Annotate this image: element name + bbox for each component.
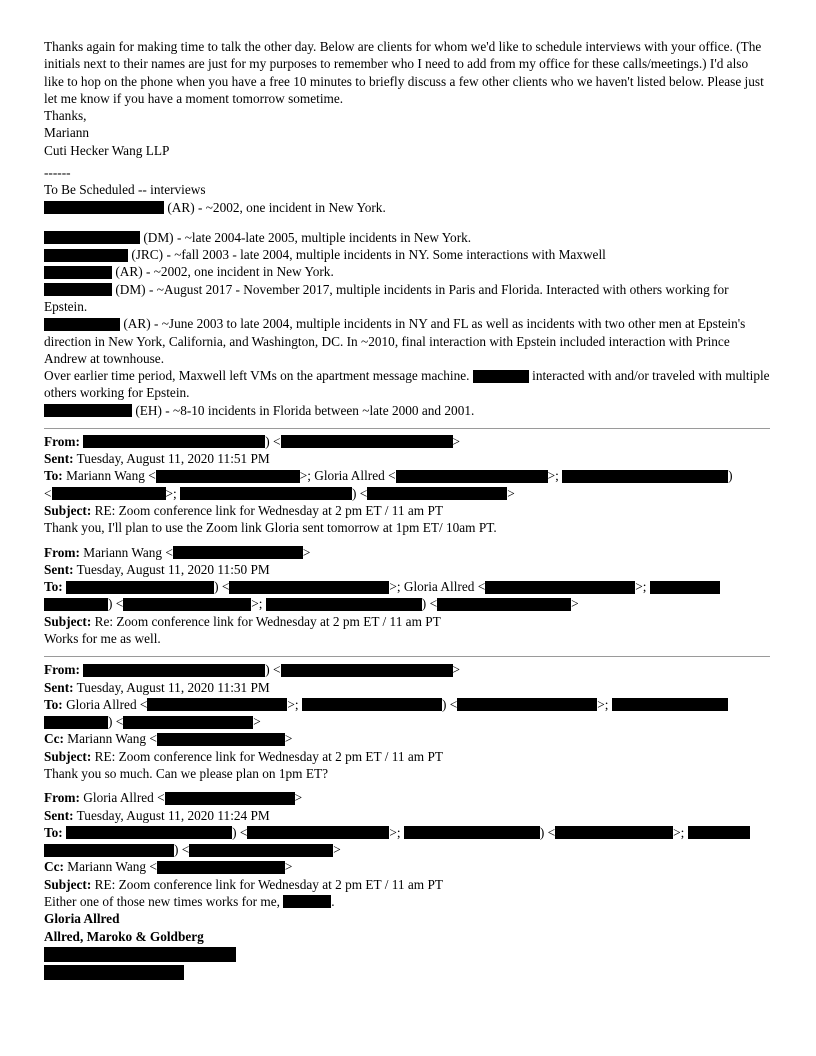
- message-from-line: From: ) < >: [44, 433, 461, 449]
- subject-label: Subject:: [44, 613, 92, 629]
- from-label: From:: [44, 544, 80, 560]
- message-from-line: From: Mariann Wang < >: [44, 544, 311, 560]
- message-cc-line: Cc: Mariann Wang < >: [44, 859, 293, 875]
- email-message: [44, 433, 770, 537]
- list-item: [44, 246, 770, 263]
- redaction-bar: [457, 698, 597, 711]
- message-divider: [44, 428, 770, 429]
- entry-initials: (EH): [135, 402, 162, 418]
- message-to-line: To: ) < >; ) < >;: [44, 824, 770, 841]
- message-sent-line: [44, 561, 770, 578]
- redaction-bar: [688, 826, 750, 839]
- redaction-bar: [229, 581, 389, 594]
- message-body: Thank you so much. Can we please plan on 1pm ET?: [44, 765, 328, 781]
- redaction-bar: [650, 581, 720, 594]
- entry-text: - ~2002, one incident in New York.: [145, 264, 334, 280]
- redaction-bar: [147, 698, 287, 711]
- message-sent-line: [44, 679, 770, 696]
- to-value: Mariann Wang <: [66, 468, 156, 484]
- message-to-line-continued: ) < >; ) < >: [44, 595, 770, 612]
- redaction-bar: [123, 716, 253, 729]
- cc-value: Mariann Wang <: [67, 859, 157, 875]
- sent-label: Sent:: [44, 679, 74, 695]
- redaction-bar: [266, 598, 422, 611]
- to-value-2: >; Gloria Allred <: [299, 468, 396, 484]
- entry-text: - ~August 2017 - November 2017, multiple incidents in Paris and Florida. Interacted with others working for Epstein.: [44, 281, 729, 314]
- redaction-bar: [157, 861, 285, 874]
- from-label: From:: [44, 433, 80, 449]
- message-subject-line: [44, 748, 770, 765]
- redaction-bar: [283, 895, 331, 908]
- redaction-bar: [173, 546, 303, 559]
- from-label: From:: [44, 790, 80, 806]
- redaction-bar: [165, 792, 295, 805]
- redaction-bar: [44, 283, 112, 296]
- redaction-bar: [44, 266, 112, 279]
- from-value: Mariann Wang <: [83, 544, 173, 560]
- redaction-bar: [404, 826, 540, 839]
- sent-value: Tuesday, August 11, 2020 11:51 PM: [76, 451, 270, 467]
- list-item: [44, 281, 770, 316]
- redaction-bar: [44, 404, 132, 417]
- cc-label: Cc:: [44, 731, 64, 747]
- to-label: To:: [44, 696, 63, 712]
- redaction-bar: [247, 826, 389, 839]
- sent-label: Sent:: [44, 561, 74, 577]
- to-label: To:: [44, 824, 63, 840]
- redaction-bar: [83, 435, 265, 448]
- redaction-bar: [44, 947, 236, 962]
- section-title: To Be Scheduled -- interviews: [44, 182, 206, 198]
- redaction-bar: [156, 470, 300, 483]
- message-body: Thank you, I'll plan to use the Zoom link Gloria sent tomorrow at 1pm ET/ 10am PT.: [44, 520, 497, 536]
- entry-initials: (AR): [115, 264, 143, 280]
- cc-label: Cc:: [44, 859, 64, 875]
- entry-initials: (AR): [167, 199, 195, 215]
- list-item: [44, 367, 770, 402]
- redaction-bar: [157, 733, 285, 746]
- signature-firm: Allred, Maroko & Goldberg: [44, 928, 204, 944]
- redaction-bar: [44, 598, 108, 611]
- message-to-line: To: Gloria Allred < >; ) < >;: [44, 696, 770, 713]
- list-item: [44, 199, 770, 216]
- entry-initials: (AR): [123, 316, 151, 332]
- message-body-text: Either one of those new times works for me,: [44, 893, 280, 909]
- list-item: [44, 263, 770, 280]
- intro-paragraph: Thanks again for making time to talk the other day. Below are clients for whom we'd like to schedule interviews with your office. (The initials next to their names are just for my purposes to remember who I need to add from my office for these calls/meetings.) I'd also like to hop on the phone when you have a free 10 minutes to briefly discuss a few other clients who we haven't listed below. Please just let me know if you have a moment tomorrow sometime.: [44, 39, 764, 106]
- redaction-bar: [123, 598, 251, 611]
- subject-value: RE: Zoom conference link for Wednesday at 2 pm ET / 11 am PT: [94, 503, 443, 519]
- redaction-bar: [281, 664, 453, 677]
- list-item: [44, 402, 770, 419]
- subject-value: Re: Zoom conference link for Wednesday at 2 pm ET / 11 am PT: [94, 613, 441, 629]
- from-label: From:: [44, 662, 80, 678]
- redaction-bar: [612, 698, 728, 711]
- redaction-bar: [52, 487, 166, 500]
- list-item: [44, 229, 770, 246]
- redaction-bar: [189, 844, 333, 857]
- entry-text: - ~June 2003 to late 2004, multiple incidents in NY and FL as well as incidents with two other men at Epstein's direction in New York, California, and Washington, DC. In ~2010, final interaction with Epstein included interaction with Prince Andrew at townhouse.: [44, 316, 746, 366]
- entry-text: - ~late 2004-late 2005, multiple incidents in New York.: [176, 229, 472, 245]
- email-message: [44, 789, 770, 980]
- message-divider: [44, 656, 770, 657]
- entry-initials: (DM): [115, 281, 146, 297]
- redaction-bar: [44, 844, 174, 857]
- cc-value: Mariann Wang <: [67, 731, 157, 747]
- divider-dashes: ------: [44, 164, 71, 180]
- redaction-bar: [180, 487, 352, 500]
- redaction-bar: [473, 370, 529, 383]
- to-value-2: >; Gloria Allred <: [389, 579, 486, 595]
- to-label: To:: [44, 468, 63, 484]
- entry-text: Over earlier time period, Maxwell left VMs on the apartment message machine.: [44, 368, 470, 384]
- redaction-bar: [66, 826, 232, 839]
- email-message: [44, 661, 770, 782]
- sent-label: Sent:: [44, 451, 74, 467]
- entry-initials: (DM): [143, 229, 174, 245]
- redaction-bar: [66, 581, 214, 594]
- message-body: [44, 893, 770, 910]
- entry-text: - ~2002, one incident in New York.: [197, 199, 386, 215]
- sent-value: Tuesday, August 11, 2020 11:31 PM: [76, 679, 270, 695]
- subject-label: Subject:: [44, 503, 92, 519]
- message-to-line-continued: < >; ) < >: [44, 485, 515, 501]
- redaction-bar: [367, 487, 507, 500]
- from-value: Gloria Allred <: [83, 790, 165, 806]
- redaction-bar: [44, 231, 140, 244]
- message-from-line: From: Gloria Allred < >: [44, 790, 303, 806]
- entry-initials: (JRC): [131, 247, 164, 263]
- redaction-bar: [83, 664, 265, 677]
- subject-value: RE: Zoom conference link for Wednesday at 2 pm ET / 11 am PT: [94, 748, 443, 764]
- list-item: [44, 315, 770, 367]
- redaction-bar: [281, 435, 453, 448]
- redaction-bar: [44, 716, 108, 729]
- sent-label: Sent:: [44, 807, 74, 823]
- redaction-bar: [44, 318, 120, 331]
- subject-label: Subject:: [44, 876, 92, 892]
- signer-name: Mariann: [44, 125, 90, 141]
- redaction-bar: [555, 826, 673, 839]
- redaction-bar: [44, 965, 184, 980]
- redaction-bar: [396, 470, 548, 483]
- message-to-line: To: ) < >; Gloria Allred < >;: [44, 578, 770, 595]
- message-to-line-continued: ) < >: [44, 841, 770, 858]
- message-body-end: .: [331, 893, 335, 909]
- email-message: [44, 544, 770, 648]
- message-from-line: From: ) < >: [44, 662, 461, 678]
- redaction-bar: [562, 470, 728, 483]
- subject-label: Subject:: [44, 748, 92, 764]
- redaction-bar: [485, 581, 635, 594]
- entry-text-continued: interacted with and/or traveled with multiple others working for Epstein.: [44, 368, 770, 401]
- redaction-bar: [302, 698, 442, 711]
- message-body: Works for me as well.: [44, 631, 161, 646]
- entry-text: - ~fall 2003 - late 2004, multiple incidents in NY. Some interactions with Maxwell: [166, 247, 606, 263]
- message-subject-line: [44, 876, 770, 893]
- sent-value: Tuesday, August 11, 2020 11:50 PM: [76, 561, 270, 577]
- entry-text: - ~8-10 incidents in Florida between ~late 2000 and 2001.: [165, 402, 475, 418]
- subject-value: RE: Zoom conference link for Wednesday at 2 pm ET / 11 am PT: [94, 876, 443, 892]
- message-subject-line: [44, 502, 770, 519]
- message-to-line: To: Mariann Wang < >; Gloria Allred < >; ): [44, 468, 733, 484]
- to-label: To:: [44, 579, 63, 595]
- message-sent-line: [44, 807, 770, 824]
- redaction-bar: [44, 201, 164, 214]
- message-to-line-continued: ) < >: [44, 713, 770, 730]
- sent-value: Tuesday, August 11, 2020 11:24 PM: [76, 807, 270, 823]
- to-value: Gloria Allred <: [66, 696, 148, 712]
- redaction-bar: [437, 598, 571, 611]
- message-subject-line: [44, 613, 770, 630]
- message-cc-line: Cc: Mariann Wang < >: [44, 731, 293, 747]
- signer-firm: Cuti Hecker Wang LLP: [44, 142, 170, 158]
- redaction-bar: [44, 249, 128, 262]
- signature-name: Gloria Allred: [44, 911, 120, 927]
- message-sent-line: [44, 450, 770, 467]
- closing-line: Thanks,: [44, 108, 87, 124]
